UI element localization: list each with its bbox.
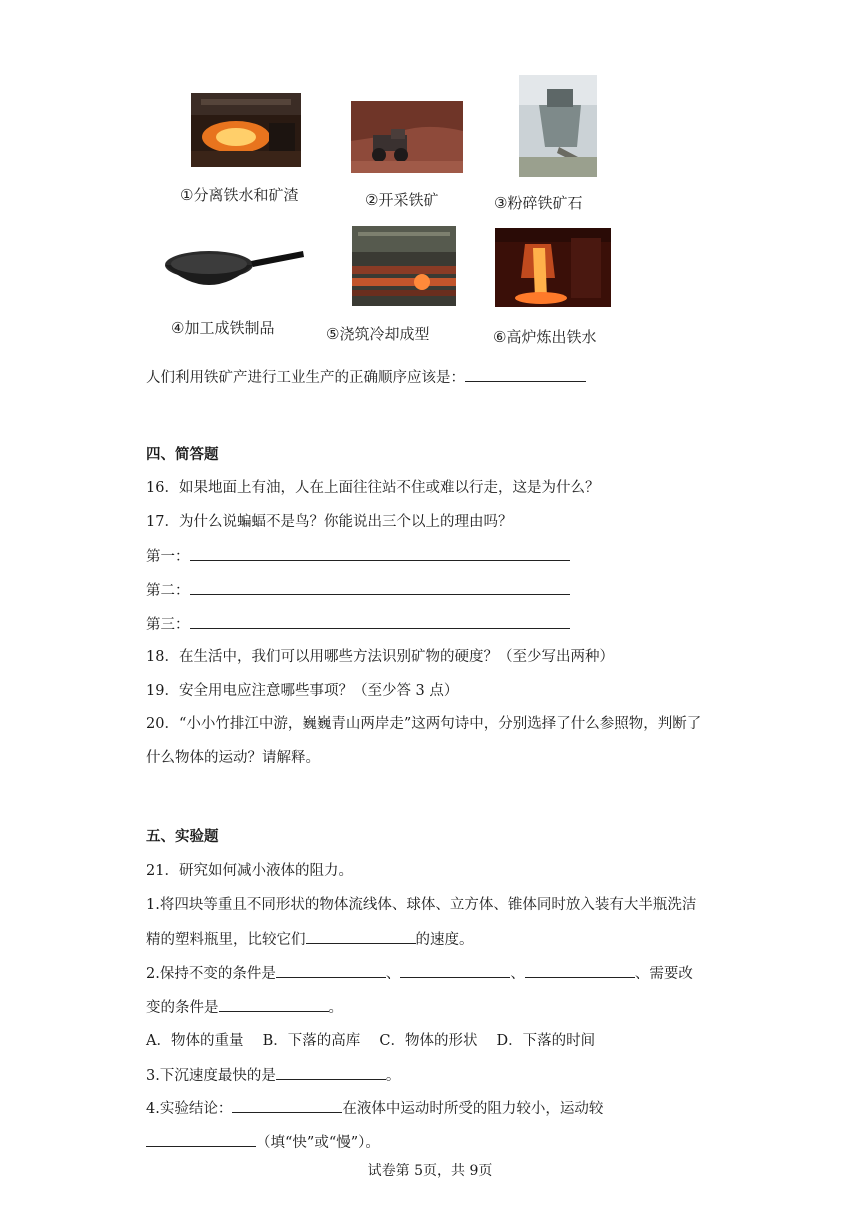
reason-2: 第二： (146, 580, 570, 601)
step-2-line-1: 2.保持不变的条件是 、 、 、需要改 (146, 963, 693, 984)
question-19: 19．安全用电应注意哪些事项？（至少答 3 点） (146, 683, 459, 699)
answer-blank-q15[interactable] (465, 367, 586, 382)
caption-figure-6: ⑥高炉炼出铁水 (493, 328, 597, 346)
photo-mining-iron-ore (351, 101, 463, 173)
step-4-line-1: 4.实验结论： 在液体中运动时所受的阻力较小，运动较 (146, 1098, 603, 1119)
question-20-line-1: 20．“小小竹排江中游，巍巍青山两岸走”这两句诗中，分别选择了什么参照物，判断了 (146, 716, 702, 732)
caption-figure-4: ④加工成铁制品 (171, 319, 275, 337)
photo-iron-wok (163, 243, 305, 299)
photo-blast-furnace (495, 228, 611, 307)
step-2-line-2: 变的条件是 。 (146, 997, 343, 1018)
answer-blank-reason-3[interactable] (190, 614, 570, 629)
step-2-options: A．物体的重量 B．下落的高库 C．物体的形状 D．下落的时间 (146, 1033, 596, 1049)
question-17: 17．为什么说蝙蝠不是鸟？你能说出三个以上的理由吗？ (146, 514, 513, 530)
section-5-title: 五、实验题 (146, 828, 219, 845)
section-4-title: 四、简答题 (146, 446, 219, 463)
answer-blank-step-2b[interactable] (400, 963, 510, 978)
answer-blank-reason-1[interactable] (190, 546, 570, 561)
step-1-line-1: 1.将四块等重且不同形状的物体流线体、球体、立方体、锥体同时放入装有大半瓶洗洁 (146, 897, 697, 913)
answer-blank-step-1[interactable] (306, 929, 416, 944)
caption-figure-5: ⑤浇筑冷却成型 (326, 325, 430, 343)
photo-crush-iron-ore (519, 75, 597, 177)
question-20-line-2: 什么物体的运动？请解释。 (146, 750, 320, 766)
answer-blank-step-2a[interactable] (276, 963, 386, 978)
answer-blank-step-2d[interactable] (219, 997, 329, 1012)
caption-figure-1: ①分离铁水和矿渣 (180, 186, 299, 204)
step-4-line-2: （填“快”或“慢”）。 (146, 1132, 380, 1153)
answer-blank-step-4b[interactable] (146, 1132, 256, 1147)
question-18: 18．在生活中，我们可以用哪些方法识别矿物的硬度？（至少写出两种） (146, 649, 614, 665)
step-1-line-2: 精的塑料瓶里，比较它们 的速度。 (146, 929, 474, 950)
caption-figure-3: ③粉碎铁矿石 (494, 194, 583, 212)
photo-separate-iron-slag (191, 93, 301, 167)
step-3: 3.下沉速度最快的是 。 (146, 1065, 400, 1086)
page-footer: 试卷第 5页，共 9页 (367, 1163, 493, 1179)
photo-casting-cooling (352, 226, 456, 306)
reason-1: 第一： (146, 546, 570, 567)
answer-blank-step-4a[interactable] (232, 1098, 342, 1113)
answer-blank-step-3[interactable] (276, 1065, 386, 1080)
question-21: 21．研究如何减小液体的阻力。 (146, 863, 353, 879)
reason-3: 第三： (146, 614, 570, 635)
question-16: 16．如果地面上有油，人在上面往往站不住或难以行走，这是为什么？ (146, 480, 600, 496)
q15-prompt: 人们利用铁矿产进行工业生产的正确顺序应该是： (146, 367, 586, 388)
answer-blank-step-2c[interactable] (525, 963, 635, 978)
caption-figure-2: ②开采铁矿 (365, 191, 439, 209)
answer-blank-reason-2[interactable] (190, 580, 570, 595)
